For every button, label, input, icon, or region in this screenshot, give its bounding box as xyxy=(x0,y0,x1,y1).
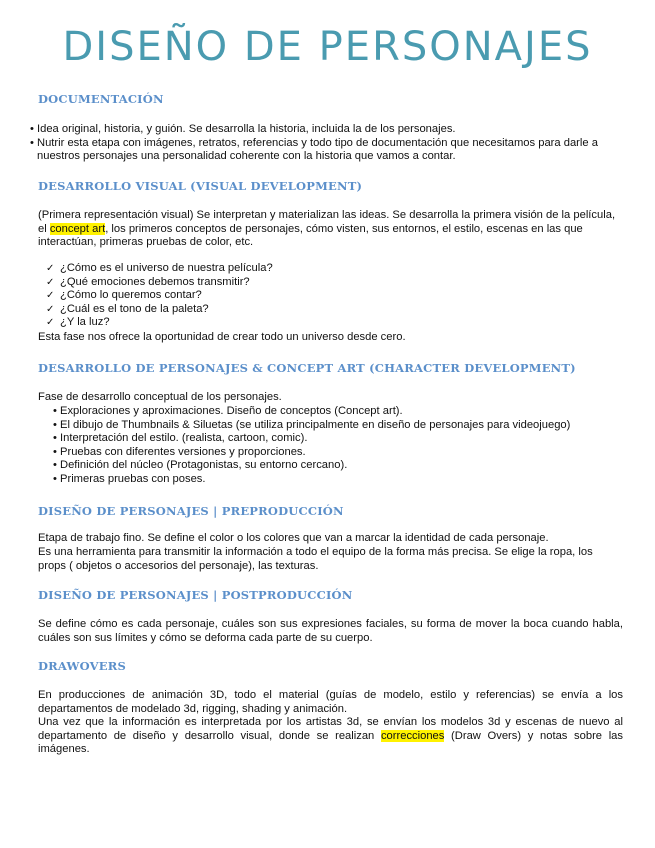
preproduccion-line-1: Etapa de trabajo fino. Se define el color o los colores que van a marcar la identidad de cada personaje. xyxy=(38,532,549,544)
checklist-item: ✓ ¿Qué emociones debemos transmitir? xyxy=(46,276,273,290)
list-item: • El dibujo de Thumbnails & Siluetas (se utiliza principalmente en diseño de personajes para videojuego) xyxy=(53,419,633,433)
checklist-item: ✓ ¿Cuál es el tono de la paleta? xyxy=(46,303,273,317)
checklist-item: ✓ ¿Cómo es el universo de nuestra película? xyxy=(46,262,273,276)
drawovers-para-1: En producciones de animación 3D, todo el material (guías de modelo, estilo y referencias) se envía a los departamentos de modelado 3d, rigging, shading y animación. xyxy=(38,689,623,715)
highlight-concept-art: concept art xyxy=(49,222,106,235)
documentacion-list xyxy=(30,123,625,164)
desarrollo-personajes-intro: Fase de desarrollo conceptual de los personajes. xyxy=(38,391,282,403)
heading-desarrollo-visual: DESARROLLO VISUAL (VISUAL DEVELOPMENT) xyxy=(38,179,363,193)
desarrollo-visual-intro: (Primera representación visual) Se interpretan y materializan las ideas. Se desarrolla la primera visión de la película, el concept art, los primeros conceptos de personajes, cómo visten, sus entornos, el estilo, escenas en las que interactúan, primeras pruebas de color, etc. xyxy=(38,209,616,249)
checklist-item: ✓ ¿Y la luz? xyxy=(46,316,273,330)
heading-documentacion: DOCUMENTACIÓN xyxy=(38,92,164,106)
highlight-correcciones: correcciones xyxy=(380,729,445,742)
list-item: • Pruebas con diferentes versiones y proporciones. xyxy=(53,446,633,460)
list-item: • Nutrir esta etapa con imágenes, retratos, referencias y todo tipo de documentación que necesitamos para darle a nuestros personajes una personalidad coherente con la historia que vamos a contar. xyxy=(30,137,625,164)
drawovers-para-2: Una vez que la información es interpretada por los artistas 3d, se envían los modelos 3d y escenas de nuevo al departamento de diseño y desarrollo visual, donde se realizan correcciones (Draw Overs) y notas sobre las imágenes. xyxy=(38,716,623,756)
desarrollo-visual-checklist xyxy=(46,262,273,330)
heading-desarrollo-personajes: DESARROLLO DE PERSONAJES & CONCEPT ART (CHARACTER DEVELOPMENT) xyxy=(38,361,576,375)
desarrollo-visual-closing: Esta fase nos ofrece la oportunidad de crear todo un universo desde cero. xyxy=(38,331,406,343)
heading-postproduccion: DISEÑO DE PERSONAJES | POSTPRODUCCIÓN xyxy=(38,588,353,602)
page-title: DISEÑO DE PERSONAJES xyxy=(62,24,593,70)
preproduccion-line-2: Es una herramienta para transmitir la información a todo el equipo de la forma más precisa. Se elige la ropa, los props ( objetos o accesorios del personaje), las texturas. xyxy=(38,546,593,572)
heading-preproduccion: DISEÑO DE PERSONAJES | PREPRODUCCIÓN xyxy=(38,504,344,518)
list-item: • Exploraciones y aproximaciones. Diseño de conceptos (Concept art). xyxy=(53,405,633,419)
list-item: • Primeras pruebas con poses. xyxy=(53,473,633,487)
list-item: • Interpretación del estilo. (realista, cartoon, comic). xyxy=(53,432,633,446)
desarrollo-personajes-list xyxy=(53,405,633,487)
postproduccion-text: Se define cómo es cada personaje, cuáles son sus expresiones faciales, su forma de mover la boca cuando habla, cuáles son sus límites y cómo se deforma cada parte de su cuerpo. xyxy=(38,618,623,644)
list-item: • Idea original, historia, y guión. Se desarrolla la historia, incluida la de los personajes. xyxy=(30,123,625,137)
heading-drawovers: DRAWOVERS xyxy=(38,659,126,673)
checklist-item: ✓ ¿Cómo lo queremos contar? xyxy=(46,289,273,303)
list-item: • Definición del núcleo (Protagonistas, su entorno cercano). xyxy=(53,459,633,473)
